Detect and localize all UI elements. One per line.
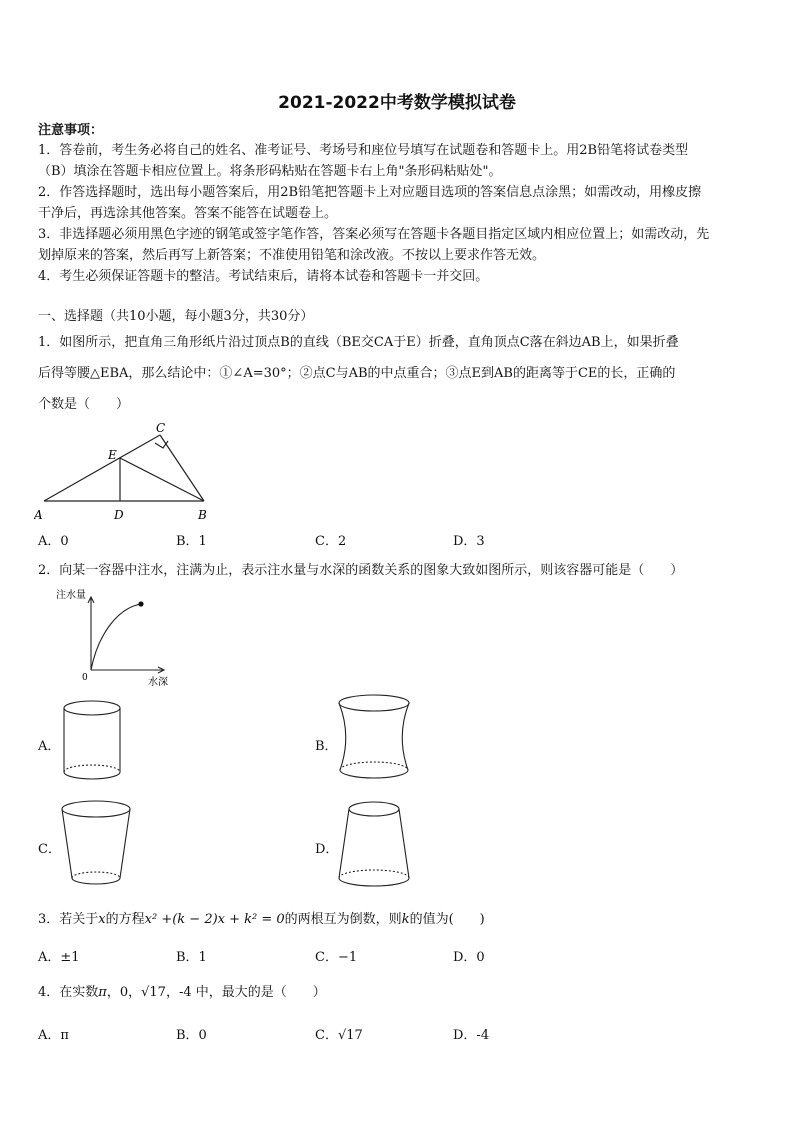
q2-graph (48, 586, 180, 688)
q3-var-x: x (98, 912, 106, 927)
q4-text-c: ，-4 中，最大的是（ ） (165, 985, 326, 1000)
q1-option-a: A．0 (38, 534, 69, 549)
notes-line-3: 2．作答选择题时，选出每小题答案后，用2B铅笔把答题卡上对应题目选项的答案信息点涂黑；如需改动，用橡皮擦 (38, 185, 702, 200)
graph-xlabel: 水深 (148, 677, 168, 688)
container-c-frustum (58, 796, 134, 892)
q1-line-2: 后得等腰△EBA，那么结论中：①∠A=30°；②点C与AB的中点重合；③点E到AB的距离等于CE的长，正确的 (38, 366, 676, 381)
q4-text-a: 4．在实数 (38, 985, 99, 1000)
label-B: B (198, 508, 207, 522)
q4-option-d: D．-4 (453, 1028, 490, 1043)
notes-line-4: 干净后，再选涂其他答案。答案不能答在试题卷上。 (38, 206, 338, 221)
q1-option-c: C．2 (315, 534, 347, 549)
container-d-frustum (334, 796, 414, 894)
q1-triangle-figure (34, 418, 214, 524)
q3-suffix: 的值为( ) (409, 912, 485, 927)
q2-option-a: A． (38, 739, 61, 754)
q4-sqrt: √17 (141, 985, 166, 1000)
q4-pi: π (98, 985, 107, 1000)
q3-text (38, 910, 485, 930)
q3-option-b: B．1 (176, 950, 207, 965)
q3-option-c: C．−1 (315, 950, 358, 965)
q3-equation: x² +(k − 2)x + k² = 0 (144, 912, 285, 927)
graph-origin: 0 (82, 673, 88, 683)
q3-mid1: 的方程 (105, 912, 145, 927)
q3-mid2: 的两根互为倒数，则 (284, 912, 402, 927)
notes-line-1: 1．答卷前，考生务必将自己的姓名、准考证号、考场号和座位号填写在试题卷和答题卡上。用2B铅笔将试卷类型 (38, 143, 689, 158)
q4-text-b: ，0， (106, 985, 142, 1000)
q2-text: 2．向某一容器中注水，注满为止，表示注水量与水深的函数关系的图象大致如图所示，则该容器可能是（ ） (38, 563, 684, 578)
notes-heading: 注意事项： (38, 123, 104, 138)
q2-option-c: C． (38, 842, 61, 857)
label-E: E (108, 448, 117, 462)
q4-text (38, 983, 326, 1003)
q1-line-3: 个数是（ ） (38, 397, 130, 412)
notes-line-6: 划掉原来的答案，然后再写上新答案；不准使用铅笔和涂改液。不按以上要求作答无效。 (38, 248, 546, 263)
q4-option-b: B．0 (176, 1028, 207, 1043)
q3-prefix: 3．若关于 (38, 912, 99, 927)
q3-var-k: k (401, 912, 410, 927)
label-A: A (34, 508, 43, 522)
q1-option-d: D．3 (453, 534, 485, 549)
q2-option-b: B． (315, 739, 338, 754)
q4-option-c: C．√17 (315, 1028, 363, 1043)
label-C: C (156, 421, 166, 435)
notes-line-5: 3．非选择题必须用黑色字迹的钢笔或签字笔作答，答案必须写在答题卡各题目指定区域内相应位置上；如需改动，先 (38, 227, 710, 242)
q4-option-a: A．π (38, 1028, 69, 1043)
container-b-curved (334, 690, 414, 786)
notes-line-7: 4．考生必须保证答题卡的整洁。考试结束后，请将本试卷和答题卡一并交回。 (38, 269, 489, 284)
page-title: 2021-2022中考数学模拟试卷 (278, 93, 516, 113)
q2-option-d: D． (315, 842, 339, 857)
q3-option-a: A．±1 (38, 950, 80, 965)
notes-line-2: （B）填涂在答题卡相应位置上。将条形码粘贴在答题卡右上角"条形码粘贴处"。 (38, 164, 502, 179)
label-D: D (114, 508, 124, 522)
q3-option-d: D．0 (453, 950, 485, 965)
q1-line-1: 1．如图所示，把直角三角形纸片沿过顶点B的直线（BE交CA于E）折叠，直角顶点C落在斜边AB上，如果折叠 (38, 335, 679, 350)
container-a-cylinder (60, 696, 126, 786)
section-heading: 一、选择题（共10小题，每小题3分，共30分） (38, 309, 314, 324)
graph-ylabel: 注水量 (56, 590, 86, 601)
q1-option-b: B．1 (176, 534, 207, 549)
